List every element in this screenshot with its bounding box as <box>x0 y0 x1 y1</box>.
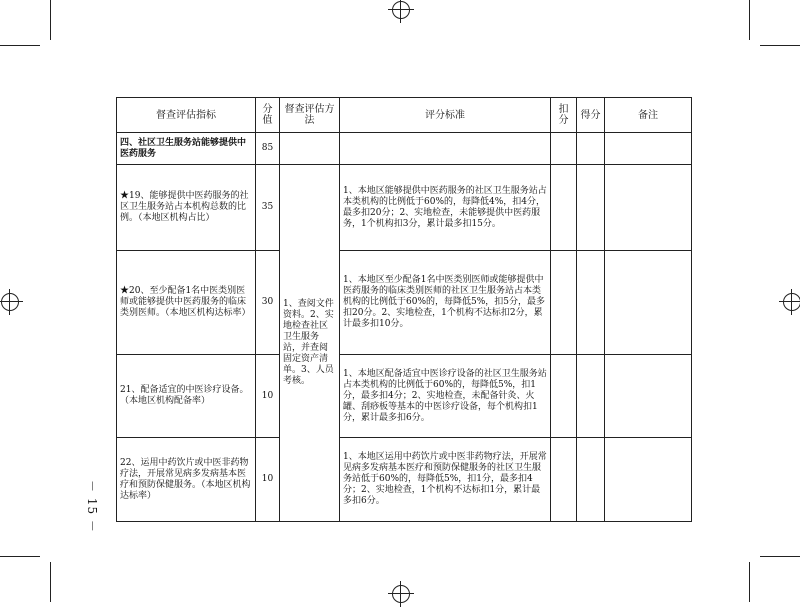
criteria-cell: 1、本地区至少配备1名中医类别医师或能够提供中医药服务的临床类别医师的社区卫生服务站占本类机构的比例低于60%的，每降低5%，扣5分，最多扣20分。2、实地检查，1个机构不达标扣2分，累计最多扣10分。 <box>340 251 551 355</box>
section-method <box>280 133 340 165</box>
section-remarks <box>605 133 692 165</box>
header-remarks: 备注 <box>605 98 692 133</box>
score-cell: 10 <box>256 438 280 522</box>
header-score: 分值 <box>256 98 280 133</box>
table-row <box>117 355 692 438</box>
section-title: 四、社区卫生服务站能够提供中医药服务 <box>117 133 256 165</box>
remarks-cell <box>605 355 692 438</box>
crop-mark <box>0 45 40 46</box>
criteria-cell: 1、本地区能够提供中医药服务的社区卫生服务站占本类机构的比例低于60%的，每降低4%，扣4分，最多扣20分；2、实地检查，未能够提供中医药服务，1个机构扣3分，累计最多扣15分。 <box>340 165 551 251</box>
deduct-cell <box>551 438 577 522</box>
header-indicator: 督查评估指标 <box>117 98 256 133</box>
score-cell: 10 <box>256 355 280 438</box>
indicator-cell: 21、配备适宜的中医诊疗设备。（本地区机构配备率） <box>117 355 256 438</box>
indicator-cell: 22、运用中药饮片或中医非药物疗法，开展常见病多发病基本医疗和预防保健服务。（本地区机构达标率） <box>117 438 256 522</box>
section-criteria <box>340 133 551 165</box>
section-score: 85 <box>256 133 280 165</box>
crop-mark <box>760 556 800 557</box>
criteria-cell: 1、本地区运用中药饮片或中医非药物疗法，开展常见病多发病基本医疗和预防保健服务的社区卫生服务站低于60%的，每降低5%，扣1分，最多扣4分；2、实地检查，1个机构不达标扣1分，累计最多扣6分。 <box>340 438 551 522</box>
score-cell: 35 <box>256 165 280 251</box>
method-cell: 1、查阅文件资料。2、实地检查社区卫生服务站，并查阅固定资产清单。3、人员考核。 <box>280 165 340 522</box>
remarks-cell <box>605 251 692 355</box>
header-get: 得分 <box>577 98 605 133</box>
get-cell <box>577 438 605 522</box>
crop-mark <box>749 0 750 40</box>
deduct-cell <box>551 355 577 438</box>
evaluation-table <box>116 97 692 522</box>
registration-mark-right <box>783 293 800 311</box>
get-cell <box>577 355 605 438</box>
table-row <box>117 251 692 355</box>
crop-mark <box>749 562 750 602</box>
indicator-cell: ★19、能够提供中医药服务的社区卫生服务站占本机构总数的比例。（本地区机构占比） <box>117 165 256 251</box>
header-row <box>117 98 692 133</box>
deduct-cell <box>551 165 577 251</box>
crop-mark <box>50 0 51 40</box>
registration-mark-top <box>392 1 410 19</box>
table-row <box>117 165 692 251</box>
get-cell <box>577 251 605 355</box>
header-method: 督查评估方法 <box>280 98 340 133</box>
page-number: － 15 － <box>85 480 99 533</box>
header-deduct: 扣分 <box>551 98 577 133</box>
crop-mark <box>50 562 51 602</box>
deduct-cell <box>551 251 577 355</box>
remarks-cell <box>605 165 692 251</box>
crop-mark <box>0 556 40 557</box>
registration-mark-left <box>1 293 19 311</box>
get-cell <box>577 165 605 251</box>
section-row <box>117 133 692 165</box>
table-row <box>117 438 692 522</box>
indicator-cell: ★20、至少配备1名中医类别医师或能够提供中医药服务的临床类别医师。（本地区机构达标率） <box>117 251 256 355</box>
remarks-cell <box>605 438 692 522</box>
section-deduct <box>551 133 577 165</box>
criteria-cell: 1、本地区配备适宜中医诊疗设备的社区卫生服务站占本类机构的比例低于60%的，每降低5%，扣1分，最多扣4分；2、实地检查，未配备针灸、火罐、刮痧板等基本的中医诊疗设备，每个机构扣1分，累计最多扣6分。 <box>340 355 551 438</box>
header-criteria: 评分标准 <box>340 98 551 133</box>
crop-mark <box>760 45 800 46</box>
section-get <box>577 133 605 165</box>
registration-mark-bottom <box>392 585 410 603</box>
score-cell: 30 <box>256 251 280 355</box>
